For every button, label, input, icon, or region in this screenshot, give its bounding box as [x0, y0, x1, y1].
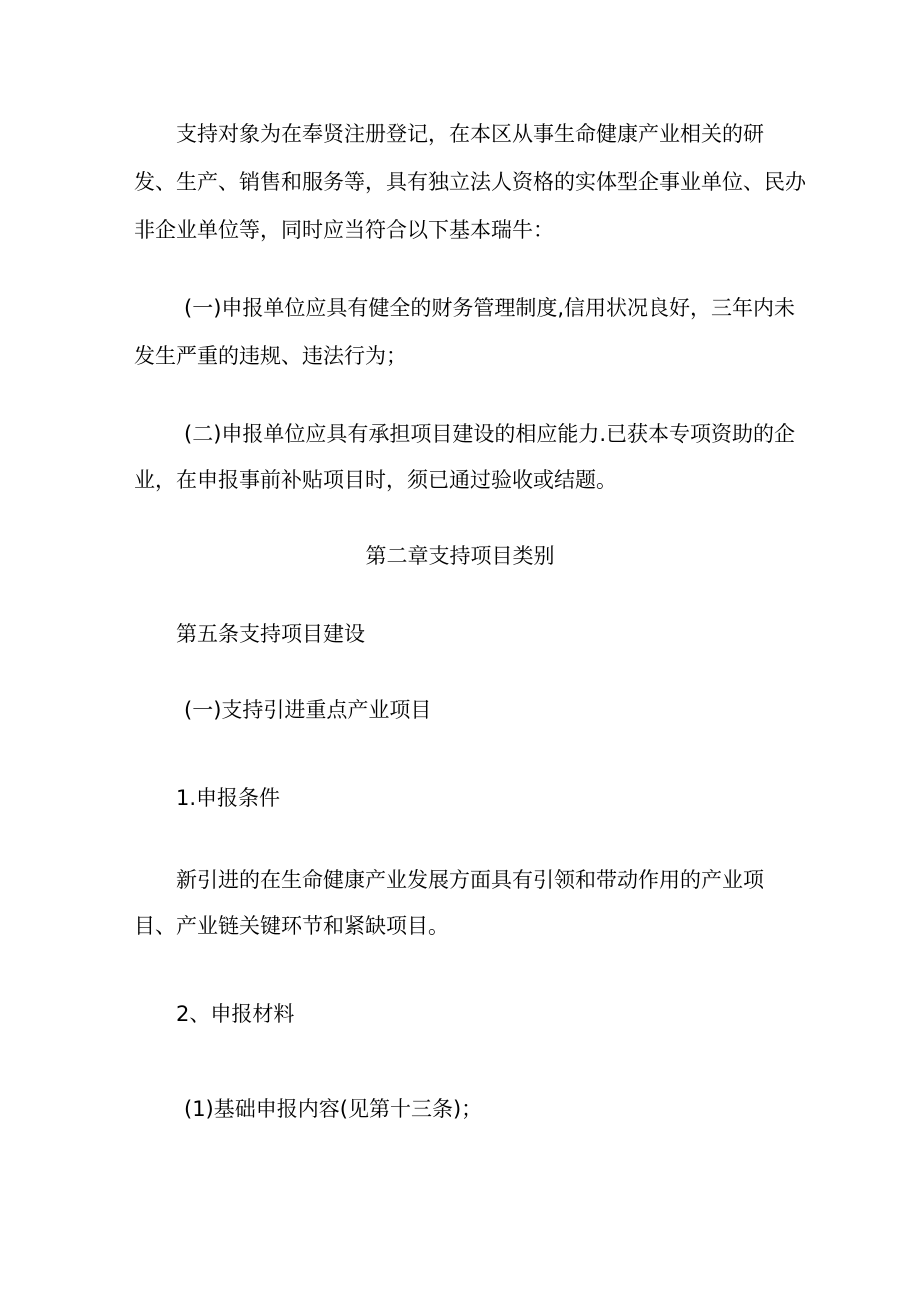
subsection-title-materials: 2、申报材料	[176, 1002, 295, 1026]
article-title: 第五条支持项目建设	[176, 622, 365, 646]
chapter-title: 第二章支持项目类别	[365, 544, 555, 568]
conditions-paragraph-line-2: 目、产业链关键环节和紧缺项目。	[134, 914, 449, 938]
paragraph-intro-line-1: 支持对象为在奉贤注册登记，在本区从事生命健康产业相关的研	[176, 122, 764, 146]
paragraph-intro-line-3: 非企业单位等，同时应当符合以下基本瑞牛：	[134, 218, 554, 242]
section-title: (一)支持引进重点产业项目	[184, 698, 432, 722]
conditions-paragraph-line-1: 新引进的在生命健康产业发展方面具有引领和带动作用的产业项	[176, 868, 764, 892]
paragraph-intro-line-2: 发、生产、销售和服务等，具有独立法人资格的实体型企事业单位、民办	[134, 170, 806, 194]
subsection-title-conditions: 1.申报条件	[176, 786, 281, 810]
condition-item-2-line-1: (二)申报单位应具有承担项目建设的相应能力.已获本专项资助的企	[184, 422, 796, 446]
condition-item-1-line-1: (一)申报单位应具有健全的财务管理制度,信用状况良好，三年内未	[184, 296, 796, 320]
materials-item-1: (1)基础申报内容(见第十三条)；	[184, 1097, 483, 1121]
condition-item-2-line-2: 业，在申报事前补贴项目时，须已通过验收或结题。	[134, 468, 617, 492]
condition-item-1-line-2: 发生严重的违规、违法行为；	[134, 344, 407, 368]
